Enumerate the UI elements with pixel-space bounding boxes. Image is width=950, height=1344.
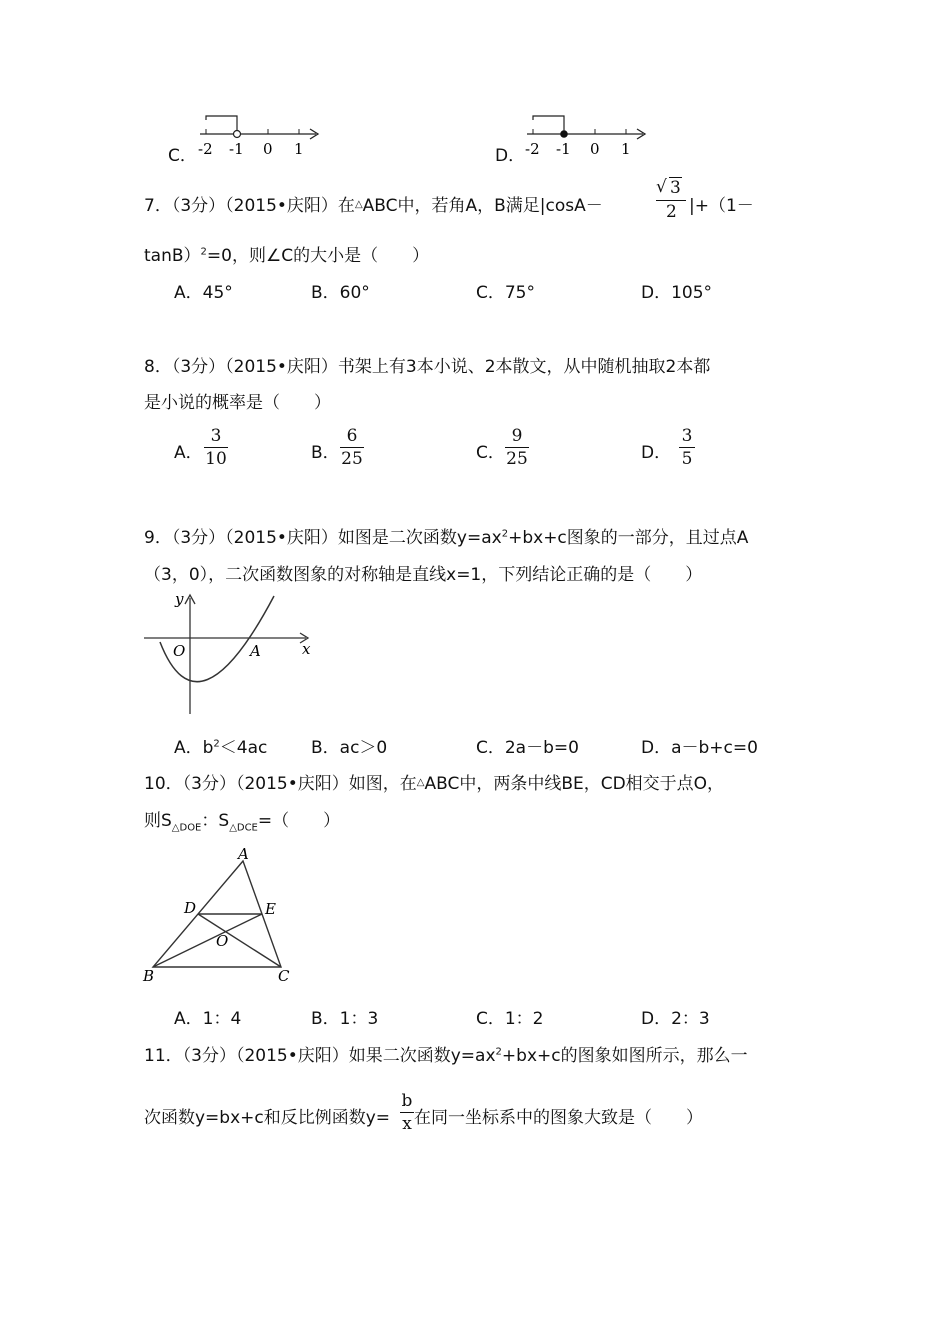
q8-option-c-fraction: 9 25: [506, 426, 528, 469]
q9-option-b: B．ac＞0: [311, 738, 388, 758]
q6-option-c-label: C．: [168, 146, 197, 166]
q10-option-d: D．2：3: [641, 1009, 710, 1029]
q11-fraction-b-over-x: b x: [401, 1091, 413, 1134]
point-e-label: E: [265, 900, 276, 918]
q8-line1: 8．（3分）（2015•庆阳）书架上有3本小说、2本散文，从中随机抽取2本都: [144, 357, 711, 377]
q9-line1: 9．（3分）（2015•庆阳）如图是二次函数$y=ax^2+bx+c$图象的一部分，且过点A: [144, 528, 749, 548]
q10-line1: 10．（3分）（2015•庆阳）如图，在△ABC中，两条中线BE，CD相交于点O，: [144, 774, 725, 794]
tick-neg1: -1: [229, 140, 244, 158]
q9-parabola-graph: [140, 590, 320, 720]
tick-1: 1: [294, 140, 304, 158]
q6-option-c-number-line: [196, 112, 326, 160]
tick-1: 1: [621, 140, 631, 158]
q10-option-a: A．1：4: [174, 1009, 242, 1029]
point-a-label: A: [250, 642, 261, 660]
q6-option-d-label: D．: [495, 146, 526, 166]
tick-neg1: -1: [556, 140, 571, 158]
q8-option-b-label: B．: [311, 443, 340, 463]
y-axis-label: y: [175, 590, 184, 608]
tick-neg2: -2: [198, 140, 213, 158]
q7-line1: 7．（3分）（2015•庆阳）在△ABC中，若角A，B满足|cosA－: [144, 196, 603, 216]
q9-option-a: A．$b^2<4ac$: [174, 738, 268, 758]
vertex-a-label: A: [238, 845, 249, 863]
q8-option-d-fraction: 3 5: [679, 426, 695, 469]
vertex-c-label: C: [278, 967, 290, 985]
tick-0: 0: [263, 140, 273, 158]
q10-line2: 则$S_{\triangle DOE}$：$S_{\triangle DCE}=$（ ）: [144, 811, 341, 834]
q7-line2: tanB）$^2$=0，则∠C的大小是（ ）: [144, 246, 430, 266]
q7-option-a: A．45°: [174, 283, 233, 303]
q7-line1-end: |+（1－: [689, 196, 754, 216]
q10-option-b: B．1：3: [311, 1009, 379, 1029]
origin-label: O: [173, 642, 186, 660]
q6-option-d-number-line: [523, 112, 653, 160]
q7-option-c: C．75°: [476, 283, 536, 303]
point-o-label: O: [216, 932, 229, 950]
q8-option-b-fraction: 6 25: [341, 426, 363, 469]
q8-option-d-label: D．: [641, 443, 672, 463]
point-d-label: D: [184, 899, 197, 917]
q9-option-c: C．2a－b=0: [476, 738, 579, 758]
q10-option-c: C．1：2: [476, 1009, 544, 1029]
q8-line2: 是小说的概率是（ ）: [144, 393, 331, 413]
tick-0: 0: [590, 140, 600, 158]
q9-option-d: D．a－b+c=0: [641, 738, 758, 758]
q8-option-a-label: A．: [174, 443, 203, 463]
q7-option-b: B．60°: [311, 283, 370, 303]
q11-line1: 11．（3分）（2015•庆阳）如果二次函数$y=ax^2+bx+c$的图象如图所示，那么一: [144, 1046, 748, 1066]
q11-line2-start: 次函数y=bx+c和反比例函数y=: [144, 1108, 391, 1128]
q11-line2-end: 在同一坐标系中的图象大致是（ ）: [414, 1108, 703, 1128]
q10-triangle-figure: [140, 843, 300, 988]
q9-line2: （3，0），二次函数图象的对称轴是直线x=1，下列结论正确的是（ ）: [144, 565, 703, 585]
vertex-b-label: B: [143, 967, 155, 985]
q7-option-d: D．105°: [641, 283, 713, 303]
q8-option-c-label: C．: [476, 443, 505, 463]
q8-option-a-fraction: 3 10: [205, 426, 227, 469]
x-axis-label: x: [302, 640, 311, 658]
tick-neg2: -2: [525, 140, 540, 158]
